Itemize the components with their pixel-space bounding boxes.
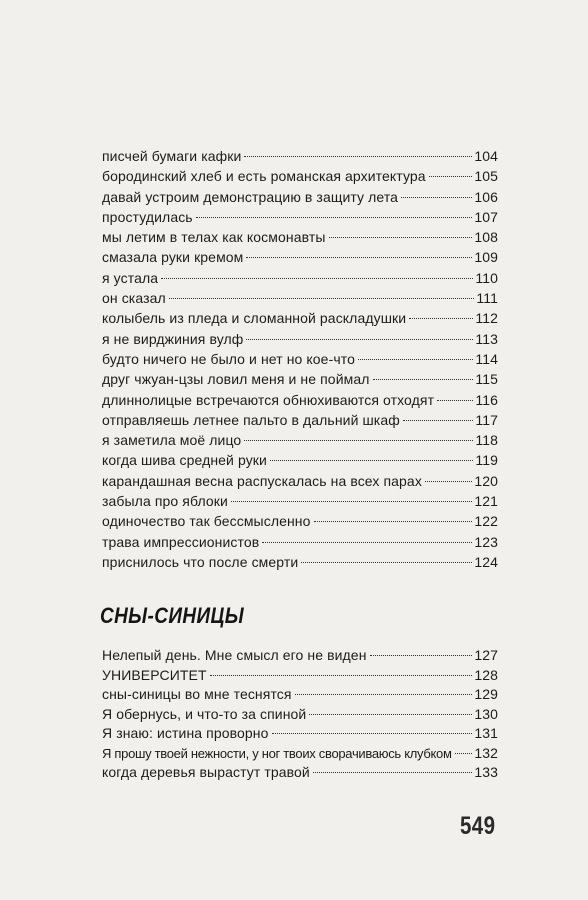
toc-entry-title: забыла про яблоки xyxy=(102,493,228,510)
dot-leader xyxy=(455,753,473,754)
toc-entry-title: карандашная весна распускалась на всех парах xyxy=(102,472,422,489)
toc-entry xyxy=(102,308,498,328)
toc-entry-title: бородинский хлеб и есть романская архитектура xyxy=(102,168,426,185)
dot-leader xyxy=(196,217,473,218)
toc-entry-page: 112 xyxy=(475,310,498,327)
dot-leader xyxy=(425,481,472,482)
toc-entry-title: Я прошу твоей нежности, у ног твоих сворачиваюсь клубком xyxy=(102,745,452,761)
toc-entry-title: простудилась xyxy=(102,208,193,225)
toc-entry-page: 122 xyxy=(474,513,498,530)
toc-entry-title: я не вирджиния вулф xyxy=(102,330,244,347)
toc-entry xyxy=(102,268,498,288)
toc-entry-title: давай устроим демонстрацию в защиту лета xyxy=(102,188,399,205)
toc-entry xyxy=(102,329,498,349)
toc-entry-title: отправляешь летнее пальто в дальний шкаф xyxy=(102,411,400,428)
toc-entry-page: 118 xyxy=(475,432,498,449)
toc-entry-page: 117 xyxy=(475,411,498,428)
toc-entry-title: он сказал xyxy=(102,290,166,307)
toc-entry xyxy=(102,390,498,410)
toc-entry-title: Я обернусь, и что-то за спиной xyxy=(102,705,307,722)
toc-entry-title: когда шива средней руки xyxy=(102,452,267,469)
toc-entry-page: 128 xyxy=(474,666,498,683)
toc-entry xyxy=(102,666,498,686)
toc-entry-title: приснилось что после смерти xyxy=(102,553,299,570)
section-toc-list xyxy=(102,646,498,783)
dot-leader xyxy=(401,197,472,198)
toc-entry xyxy=(102,410,498,430)
toc-entry xyxy=(102,705,498,725)
toc-entry-title: Я знаю: истина проворно xyxy=(102,725,269,741)
toc-entry-title: я заметила моё лицо xyxy=(102,432,242,449)
toc-entry-page: 123 xyxy=(474,533,498,550)
toc-entry-title: одиночество так бессмысленно xyxy=(102,513,311,530)
dot-leader xyxy=(246,257,472,258)
dot-leader xyxy=(210,675,473,676)
dot-leader xyxy=(169,298,475,299)
toc-entry xyxy=(102,552,498,572)
toc-entry xyxy=(102,369,498,389)
toc-entry-title: УНИВЕРСИТЕТ xyxy=(102,666,207,683)
toc-entry-title: длиннолицые встречаются обнюхиваются отходят xyxy=(102,391,435,408)
toc-entry xyxy=(102,146,498,166)
dot-leader xyxy=(403,420,474,421)
toc-entry-title: писчей бумаги кафки xyxy=(102,148,242,164)
toc-entry xyxy=(102,491,498,511)
dot-leader xyxy=(301,562,472,563)
toc-entry-title: друг чжуан-цзы ловил меня и не поймал xyxy=(102,371,370,388)
toc-entry-page: 105 xyxy=(474,168,498,185)
dot-leader xyxy=(161,278,473,279)
dot-leader xyxy=(262,542,472,543)
dot-leader xyxy=(329,237,473,238)
toc-entry xyxy=(102,288,498,308)
toc-entry-page: 120 xyxy=(474,472,498,489)
dot-leader xyxy=(272,733,473,734)
toc-entry-page: 104 xyxy=(474,148,498,164)
toc-entry xyxy=(102,511,498,531)
dot-leader xyxy=(246,339,473,340)
toc-entry-page: 110 xyxy=(475,269,498,286)
toc-entry-page: 121 xyxy=(474,493,498,510)
toc-entry-page: 116 xyxy=(475,391,498,408)
toc-entry-title: когда деревья вырастут травой xyxy=(102,764,310,780)
toc-entry-page: 124 xyxy=(474,553,498,570)
toc-entry-title: будто ничего не было и нет но кое-что xyxy=(102,350,355,367)
toc-entry xyxy=(102,450,498,470)
toc-entry-page: 127 xyxy=(474,647,498,663)
toc-entry-page: 114 xyxy=(475,350,498,367)
toc-entry xyxy=(102,430,498,450)
toc-list xyxy=(102,146,498,572)
toc-entry-page: 132 xyxy=(474,744,498,761)
toc-entry xyxy=(102,166,498,186)
toc-entry-page: 109 xyxy=(474,249,498,266)
toc-entry-page: 113 xyxy=(475,330,498,347)
dot-leader xyxy=(244,156,472,157)
dot-leader xyxy=(309,714,472,715)
dot-leader xyxy=(314,521,473,522)
toc-entry xyxy=(102,685,498,705)
toc-entry xyxy=(102,763,498,783)
toc-entry xyxy=(102,471,498,491)
toc-entry-page: 119 xyxy=(475,452,498,469)
toc-entry xyxy=(102,532,498,552)
toc-entry-title: мы летим в телах как космонавты xyxy=(102,229,326,246)
toc-entry xyxy=(102,646,498,666)
toc-entry xyxy=(102,207,498,227)
toc-entry-page: 111 xyxy=(476,290,498,307)
toc-entry-page: 130 xyxy=(474,705,498,722)
toc-entry-title: я устала xyxy=(102,269,159,286)
dot-leader xyxy=(429,176,473,177)
toc-entry-title: Нелепый день. Мне смысл его не виден xyxy=(102,647,367,663)
toc-entry-title: колыбель из пледа и сломанной раскладушки xyxy=(102,310,407,327)
dot-leader xyxy=(437,400,473,401)
toc-entry-title: смазала руки кремом xyxy=(102,249,244,266)
dot-leader xyxy=(295,694,473,695)
toc-entry-page: 131 xyxy=(474,725,498,741)
toc-entry-title: сны-синицы во мне теснятся xyxy=(102,686,292,702)
toc-entry-page: 115 xyxy=(475,371,498,388)
toc-entry-page: 106 xyxy=(474,188,498,205)
toc-entry-page: 133 xyxy=(474,764,498,780)
page-number: 549 xyxy=(460,812,496,840)
section-heading: СНЫ-СИНИЦЫ xyxy=(100,603,245,628)
dot-leader xyxy=(270,460,473,461)
toc-entry-page: 107 xyxy=(474,208,498,225)
dot-leader xyxy=(231,501,472,502)
dot-leader xyxy=(373,379,474,380)
toc-entry xyxy=(102,187,498,207)
dot-leader xyxy=(313,772,472,773)
toc-entry-page: 129 xyxy=(474,686,498,702)
toc-entry xyxy=(102,227,498,247)
toc-entry xyxy=(102,744,498,764)
toc-entry xyxy=(102,724,498,744)
dot-leader xyxy=(409,318,473,319)
dot-leader xyxy=(358,359,473,360)
toc-entry-page: 108 xyxy=(474,229,498,246)
toc-entry-title: трава импрессионистов xyxy=(102,533,260,550)
dot-leader xyxy=(370,655,473,656)
toc-entry xyxy=(102,247,498,267)
toc-entry xyxy=(102,349,498,369)
dot-leader xyxy=(244,440,473,441)
